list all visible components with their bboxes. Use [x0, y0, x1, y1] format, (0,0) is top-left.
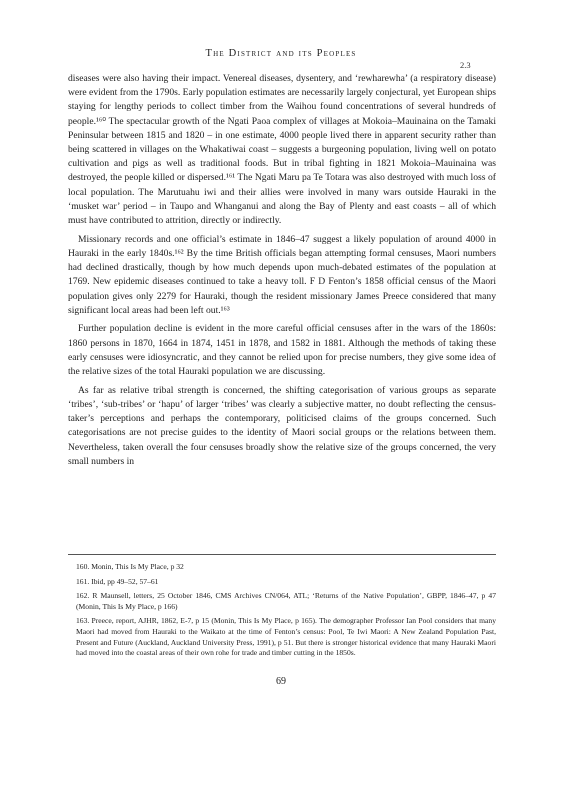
footnote: 161. Ibid, pp 49–52, 57–61 — [76, 576, 159, 586]
page-number: 69 — [276, 676, 286, 687]
body-text — [68, 72, 496, 473]
footnote-rule — [68, 554, 496, 555]
paragraph: As far as relative tribal strength is concerned, the shifting categorisation of various groups as separate ‘tribes’, ‘sub-tribes’ or ‘hapu’ of larger ‘tribes’ was clearly a subjective matter, no doubt reflecting the census-taker’s perceptions and perhaps the contemporary, politicised claims of the groups concerned. Such categorisations are not precise guides to the identity of Maori social groups or the relations between them. Nevertheless, taken overall the four censuses broadly show the relative size of the groups concerned, the very small numbers in — [68, 384, 496, 467]
running-head: The District and its Peoples — [205, 48, 357, 59]
footnotes — [68, 562, 496, 663]
footnote: 160. Monin, This Is My Place, p 32 — [76, 562, 184, 571]
footnote: 162. R Maunsell, letters, 25 October 1846, CMS Archives CN/064, ATL; ‘Returns of the Native Population’, GBPP, 1846–47, p 47 (Monin, This Is My Place, p 166) — [76, 591, 496, 611]
footnote: 163. Preece, report, AJHR, 1862, E-7, p 15 (Monin, This Is My Place, p 165). The demographer Professor Ian Pool considers that many Maori had moved from Hauraki to the Waikato at the time of Fenton’s census: Pool, Te Iwi Maori: A New Zealand Population Past, Present and Future (Auckland, Auckland University Press, 1991), p 51. But there is stronger historical evidence that many Hauraki Maori had moved into the coastal areas of their own rohe for trade and timber cutting in the 1850s. — [76, 616, 496, 658]
section-number: 2.3 — [460, 60, 471, 70]
paragraph: Further population decline is evident in the more careful official censuses after in the wars of the 1860s: 1860 persons in 1870, 1664 in 1874, 1451 in 1878, and 1582 in 1881. Although the methods of taking these early censuses were idiosyncratic, and they cannot be relied upon for precise numbers, they give some idea of the relative sizes of the total Hauraki population we are discussing. — [68, 323, 496, 378]
paragraph: Missionary records and one official’s estimate in 1846–47 suggest a likely population of around 4000 in Hauraki in the early 1840s.¹⁶² By the time British officials began attempting formal censuses, Maori numbers had declined drastically, though by how much depends upon much-debated estimates of the population at 1769. New epidemic diseases continued to take a heavy toll. F D Fenton’s 1858 official census of the Maori population gives only 2279 for Hauraki, though the resident missionary James Preece considered that many significant local areas had been left out.¹⁶³ — [68, 233, 496, 316]
paragraph: diseases were also having their impact. Venereal diseases, dysentery, and ‘rewharewha’ (a respiratory disease) were evident from the 1790s. Early population estimates are necessarily largely conjectural, yet European ships staying for lengthy periods to collect timber from the Waihou found concentrations of several hundreds of people.¹⁶⁰ The spectacular growth of the Ngati Paoa complex of villages at Mokoia–Mauinaina on the Tamaki Peninsular between 1815 and 1820 – in one estimate, 4000 people lived there in apparent security rather than being scattered in villages on the Whakatiwai coast – suggests a burgeoning population, living well on potato cultivation and pigs as well as traditional foods. But in tribal fighting in 1821 Mokoia–Mauinaina was destroyed, the people killed or dispersed.¹⁶¹ The Ngati Maru pa Te Totara was also destroyed with much loss of local population. The Marutuahu iwi and their allies were involved in many wars outside Hauraki in the ‘musket war’ period – in Taupo and Whanganui and along the Bay of Plenty and east coasts – all of which must have contributed to attrition, directly or indirectly. — [68, 73, 496, 227]
